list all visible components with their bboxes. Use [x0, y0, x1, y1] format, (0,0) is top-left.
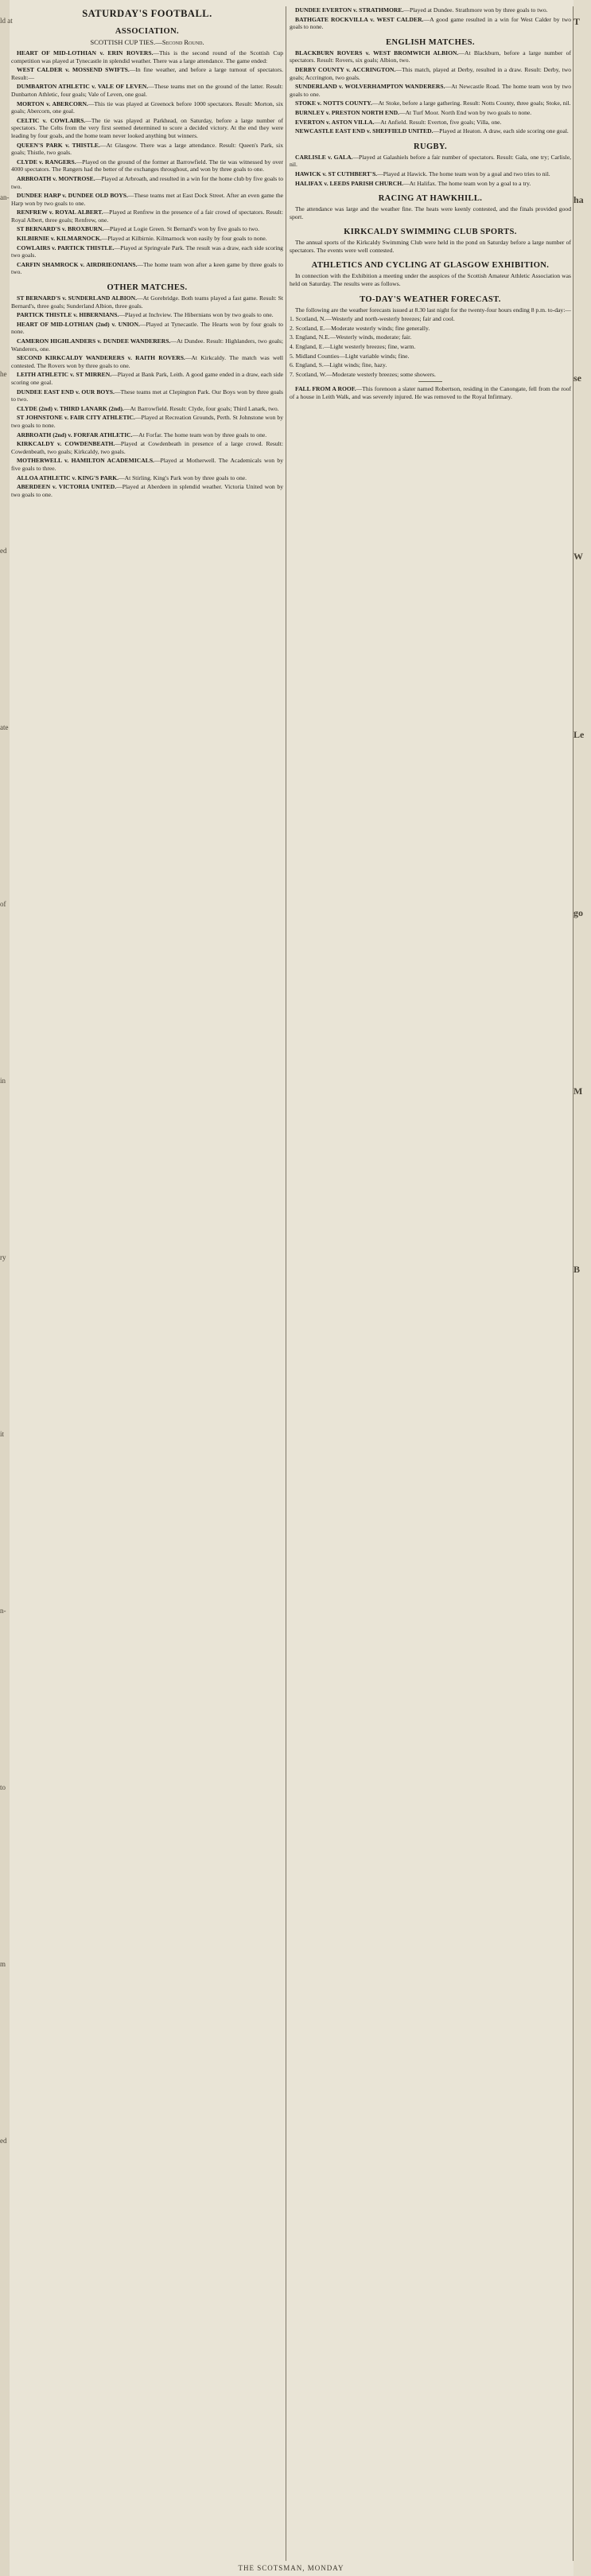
section-heading-swimming: KIRKCALDY SWIMMING CLUB SPORTS. — [344, 228, 517, 237]
article-body: The attendance was large and the weather fine. The heats were keenly contested, and the finals provided good sport. — [290, 205, 571, 220]
text-fragment: m — [0, 1960, 6, 1968]
match-body: —At Barrowfield. Result: Clyde, four goals; Third Lanark, two. — [123, 404, 279, 412]
match-report — [290, 83, 571, 98]
match-heading: KILBIRNIE v. KILMARNOCK. — [17, 235, 102, 243]
match-heading: LEITH ATHLETIC v. ST MIRREN. — [17, 371, 112, 379]
match-report-list — [11, 294, 283, 498]
match-heading: HEART OF MID-LOTHIAN v. ERIN ROVERS. — [17, 49, 154, 57]
separator-rule — [418, 381, 442, 382]
match-body: —Played at Galashiels before a fair number of spectators. Result: Gala, one try; Carlisle, nil. — [290, 153, 571, 169]
match-heading: QUEEN'S PARK v. THISTLE. — [17, 141, 100, 149]
match-body: —Played at Springvale Park. The result was a draw, each side scoring two goals. — [11, 244, 283, 259]
match-report-list — [290, 6, 571, 31]
match-report-list — [11, 49, 283, 276]
match-report-list — [290, 154, 571, 187]
match-body: —These teams met on the ground of the latter. Result: Dunbarton Athletic, four goals; Vale of Leven, one goal. — [11, 83, 283, 98]
article-body: The annual sports of the Kirkcaldy Swimming Club were held in the pond on Saturday before a large number of spectators. The events were well contested. — [290, 239, 571, 254]
match-report — [11, 474, 283, 482]
match-heading: CARFIN SHAMROCK v. AIRDRIEONIANS. — [17, 260, 138, 268]
news-paragraph — [290, 385, 571, 400]
match-report — [11, 294, 283, 310]
match-body: —At Forfar. The home team won by three goals to one. — [132, 431, 267, 438]
match-report — [11, 337, 283, 353]
match-heading: HAWICK v. ST CUTHBERT'S. — [295, 170, 378, 177]
match-report — [11, 175, 283, 190]
forecast-list — [290, 315, 571, 378]
text-fragment: T — [574, 16, 581, 27]
match-report — [11, 483, 283, 498]
match-report — [11, 311, 283, 319]
text-fragment: ed — [0, 2137, 7, 2145]
match-report — [290, 127, 571, 135]
match-report — [11, 142, 283, 157]
match-body: —Played at Motherwell. The Academicals won by five goals to three. — [11, 457, 283, 472]
section-heading-rugby: RUGBY. — [414, 142, 447, 151]
match-heading: BATHGATE ROCKVILLA v. WEST CALDER. — [295, 15, 424, 23]
match-body: —At Dundee. Result: Highlanders, two goals; Wanderers, one. — [11, 337, 283, 353]
match-body: —This tie was played at Greenock before 1000 spectators. Result: Morton, six goals; Abercorn, one goal. — [11, 99, 283, 115]
match-body: —Played on the ground of the former at Barrowfield. The tie was witnessed by over 4000 spectators. The Rangers had the better of the exchanges throughout, and won by three goals to one. — [11, 158, 283, 173]
match-body: —Played at Tynecastle. The Hearts won by four goals to none. — [11, 320, 283, 336]
match-heading: MOTHERWELL v. HAMILTON ACADEMICALS. — [17, 457, 154, 465]
section-heading-racing: RACING AT HAWKHILL. — [378, 194, 483, 204]
match-heading: ABERDEEN v. VICTORIA UNITED. — [17, 483, 117, 491]
match-heading: HALIFAX v. LEEDS PARISH CHURCH. — [295, 179, 404, 187]
match-body: —Played at Logie Green. St Bernard's won by five goals to two. — [103, 225, 259, 233]
item-body: —This forenoon a slater named Robertson, residing in the Canongate, fell from the roof of a house in Leith Walk, and was severely injured. He was removed to the Royal Infirmary. — [290, 385, 571, 400]
match-body: —In fine weather, and before a large turnout of spectators. Result:— — [11, 66, 283, 81]
text-fragment: ed — [0, 547, 7, 555]
match-heading: NEWCASTLE EAST END v. SHEFFIELD UNITED. — [295, 127, 434, 135]
forecast-item: 5. Midland Counties—Light variable winds; fine. — [290, 352, 410, 360]
match-report — [11, 261, 283, 276]
match-report — [11, 440, 283, 455]
text-fragment: ld at — [0, 17, 13, 25]
left-column-fragment — [0, 0, 13, 2576]
match-report — [290, 66, 571, 81]
match-heading: ARBROATH v. MONTROSE. — [17, 174, 95, 182]
item-heading: FALL FROM A ROOF. — [295, 385, 356, 393]
text-fragment: n- — [0, 1607, 6, 1615]
match-heading: ST JOHNSTONE v. FAIR CITY ATHLETIC. — [17, 414, 135, 422]
match-heading: DUNDEE EVERTON v. STRATHMORE. — [295, 6, 404, 14]
match-body: —At Stirling. King's Park won by three goals to one. — [119, 474, 247, 481]
match-report — [11, 83, 283, 98]
match-report — [11, 192, 283, 207]
match-report — [11, 414, 283, 429]
match-report — [11, 457, 283, 472]
match-heading: RENFREW v. ROYAL ALBERT. — [17, 208, 103, 216]
match-report — [290, 109, 571, 117]
text-fragment: it — [0, 1430, 5, 1438]
match-body: —At Kirkcaldy. The match was well contested. The Rovers won by three goals to one. — [11, 354, 283, 369]
match-report — [290, 16, 571, 31]
text-fragment: go — [574, 907, 583, 918]
text-fragment: to — [0, 1783, 6, 1791]
right-column-fragment — [574, 0, 591, 2576]
match-report — [11, 100, 283, 115]
section-heading-english: ENGLISH MATCHES. — [386, 37, 475, 47]
section-heading-weather: TO-DAY'S WEATHER FORECAST. — [360, 294, 501, 304]
match-body: —At Anfield. Result: Everton, five goals; Villa, one. — [374, 118, 502, 126]
match-heading: SUNDERLAND v. WOLVERHAMPTON WANDERERS. — [295, 83, 445, 91]
match-body: —Played at Kilbirnie. Kilmarnock won easily by four goals to none. — [101, 235, 267, 243]
subheading-scottish-cup: SCOTTISH CUP TIES.—Second Round. — [90, 38, 204, 46]
match-report-list — [290, 49, 571, 135]
column-divider — [573, 6, 574, 2561]
article-body: In connection with the Exhibition a meeting under the auspices of the Scottish Amateur Athletic Association was held on Saturday. The results were as follows. — [290, 272, 571, 288]
match-body: —These teams met at Clepington Park. Our Boys won by three goals to two. — [11, 388, 283, 403]
match-heading: DUMBARTON ATHLETIC v. VALE OF LEVEN. — [17, 83, 149, 91]
text-fragment: he — [0, 370, 7, 378]
match-report — [11, 388, 283, 403]
match-body: —Played at Recreation Grounds, Perth. St Johnstone won by two goals to none. — [11, 414, 283, 429]
match-heading: WEST CALDER v. MOSSEND SWIFTS. — [17, 66, 130, 74]
match-heading: BLACKBURN ROVERS v. WEST BROMWICH ALBION. — [295, 49, 459, 57]
text-fragment: M — [574, 1085, 583, 1097]
page-title: SATURDAY'S FOOTBALL. — [82, 8, 212, 19]
match-heading: ST BERNARD'S v. SUNDERLAND ALBION. — [17, 294, 137, 302]
match-report — [11, 371, 283, 386]
text-fragment: Le — [574, 729, 585, 740]
match-heading: PARTICK THISTLE v. HIBERNIANS. — [17, 311, 119, 319]
forecast-item: 7. Scotland, W.—Moderate westerly breezes; some showers. — [290, 370, 436, 378]
match-report — [290, 154, 571, 169]
match-heading: SECOND KIRKCALDY WANDERERS v. RAITH ROVERS. — [17, 354, 185, 362]
match-report — [290, 99, 571, 107]
section-heading-athletics: ATHLETICS AND CYCLING AT GLASGOW EXHIBITION. — [311, 261, 550, 271]
forecast-item: 2. Scotland, E.—Moderate westerly winds; fine generally. — [290, 324, 430, 332]
match-body: —At Glasgow. There was a large attendance. Result: Queen's Park, six goals; Thistle, two goals. — [11, 141, 283, 157]
text-fragment: se — [574, 372, 581, 384]
section-heading-other-matches: OTHER MATCHES. — [107, 283, 188, 293]
forecast-item: 4. England, E.—Light westerly breezes; fine, warm. — [290, 343, 416, 351]
match-heading: CAMERON HIGHLANDERS v. DUNDEE WANDERERS. — [17, 337, 171, 345]
match-body: —At Turf Moor. North End won by two goals to none. — [399, 108, 532, 116]
match-report — [290, 6, 571, 14]
match-report — [11, 405, 283, 413]
match-heading: EVERTON v. ASTON VILLA. — [295, 118, 375, 126]
match-body: —At Blackburn, before a large number of spectators. Result: Rovers, six goals; Albion, two. — [290, 49, 571, 64]
match-body: —Played at Bank Park, Leith. A good game ended in a draw, each side scoring one goal. — [11, 371, 283, 386]
match-body: —The home team won after a keen game by three goals to two. — [11, 260, 283, 276]
match-report — [11, 225, 283, 233]
match-report — [11, 321, 283, 336]
match-heading: DERBY COUNTY v. ACCRINGTON. — [295, 65, 396, 73]
match-body: —Played at Arbroath, and resulted in a win for the home club by five goals to two. — [11, 174, 283, 190]
match-heading: CELTIC v. COWLAIRS. — [17, 116, 86, 124]
text-fragment: ate — [0, 723, 9, 731]
text-fragment: of — [0, 900, 6, 908]
match-report — [11, 66, 283, 81]
match-body: —At Newcastle Road. The home team won by two goals to one. — [290, 83, 571, 98]
match-heading: STOKE v. NOTTS COUNTY. — [295, 99, 372, 107]
forecast-item: 1. Scotland, N.—Westerly and north-westerly breezes; fair and cool. — [290, 315, 455, 323]
match-heading: DUNDEE EAST END v. OUR BOYS. — [17, 388, 115, 396]
match-heading: MORTON v. ABERCORN. — [17, 99, 88, 107]
match-heading: ARBROATH (2nd) v. FORFAR ATHLETIC. — [17, 431, 133, 438]
match-body: —This is the second round of the Scottish Cup competition was played at Tynecastle in splendid weather. There was a large attendance. The game ended: — [11, 49, 283, 64]
match-heading: CLYDE v. RANGERS. — [17, 158, 76, 166]
text-fragment: in — [0, 1077, 6, 1085]
forecast-item: 3. England, N.E.—Westerly winds, moderate; fair. — [290, 333, 412, 341]
match-heading: ST BERNARD'S v. BROXBURN. — [17, 225, 104, 233]
article-body: The following are the weather forecasts issued at 8.30 last night for the twenty-four hours ending 8 p.m. to-day:— — [295, 306, 571, 314]
match-body: —Played at Hawick. The home team won by a goal and two tries to nil. — [377, 170, 550, 177]
match-report — [290, 180, 571, 188]
match-body: —Played at Heaton. A draw, each side scoring one goal. — [433, 127, 569, 135]
match-heading: ALLOA ATHLETIC v. KING'S PARK. — [17, 474, 119, 481]
match-body: —Played at Inchview. The Hibernians won by two goals to one. — [119, 311, 274, 319]
match-heading: HEART OF MID-LOTHIAN (2nd) v. UNION. — [17, 320, 140, 328]
match-body: —At Stoke, before a large gathering. Result: Notts County, three goals; Stoke, nil. — [371, 99, 571, 107]
match-body: —This match, played at Derby, resulted in a draw. Result: Derby, two goals; Accrington, two goals. — [290, 65, 571, 81]
section-heading-association: ASSOCIATION. — [115, 27, 180, 36]
match-body: —Played at Aberdeen in splendid weather. Victoria United won by two goals to one. — [11, 483, 283, 498]
text-fragment: W — [574, 551, 583, 562]
match-body: —A good game resulted in a win for West Calder by two goals to none. — [290, 15, 571, 31]
text-fragment: an- — [0, 193, 10, 201]
text-fragment: ry — [0, 1253, 6, 1261]
column-right — [290, 6, 571, 2561]
match-report — [11, 235, 283, 243]
text-fragment: B — [574, 1264, 581, 1275]
match-heading: CARLISLE v. GALA. — [295, 153, 353, 161]
match-report — [290, 170, 571, 178]
match-report — [11, 354, 283, 369]
forecast-item: 6. England, S.—Light winds; fine, hazy. — [290, 361, 387, 369]
match-report — [290, 119, 571, 127]
match-report — [11, 49, 283, 64]
match-body: —Played at Renfrew in the presence of a fair crowd of spectators. Result: Royal Albert, three goals; Renfrew, one. — [11, 208, 283, 224]
match-report — [11, 117, 283, 140]
match-report — [11, 244, 283, 259]
match-heading: KIRKCALDY v. COWDENBEATH. — [17, 440, 115, 448]
match-report — [11, 431, 283, 439]
match-body: —Played at Dundee. Strathmore won by three goals to two. — [403, 6, 548, 14]
match-report — [290, 49, 571, 64]
match-heading: DUNDEE HARP v. DUNDEE OLD BOYS. — [17, 192, 128, 200]
match-body: —These teams met at East Dock Street. After an even game the Harp won by two goals to one. — [11, 192, 283, 207]
match-body: —At Gorebridge. Both teams played a fast game. Result: St Bernard's, three goals; Sunderland Albion, three goals. — [11, 294, 283, 310]
match-report — [11, 158, 283, 173]
match-heading: CLYDE (2nd) v. THIRD LANARK (2nd). — [17, 404, 124, 412]
page-footer: THE SCOTSMAN, MONDAY — [238, 2564, 344, 2572]
match-body: —The tie was played at Parkhead, on Saturday, before a large number of spectators. The Celts from the very first seemed determined to score a decided victory. At the end they were leading by four goals, and the home team never looked anything but winners. — [11, 116, 283, 139]
match-heading: COWLAIRS v. PARTICK THISTLE. — [17, 244, 115, 251]
match-report — [11, 208, 283, 224]
text-fragment: ha — [574, 194, 584, 205]
match-body: —At Halifax. The home team won by a goal to a try. — [403, 179, 531, 187]
match-heading: BURNLEY v. PRESTON NORTH END. — [295, 108, 399, 116]
column-left — [11, 6, 283, 2561]
match-body: —Played at Cowdenbeath in presence of a large crowd. Result: Cowdenbeath, two goals; Kirkcaldy, two goals. — [11, 440, 283, 455]
